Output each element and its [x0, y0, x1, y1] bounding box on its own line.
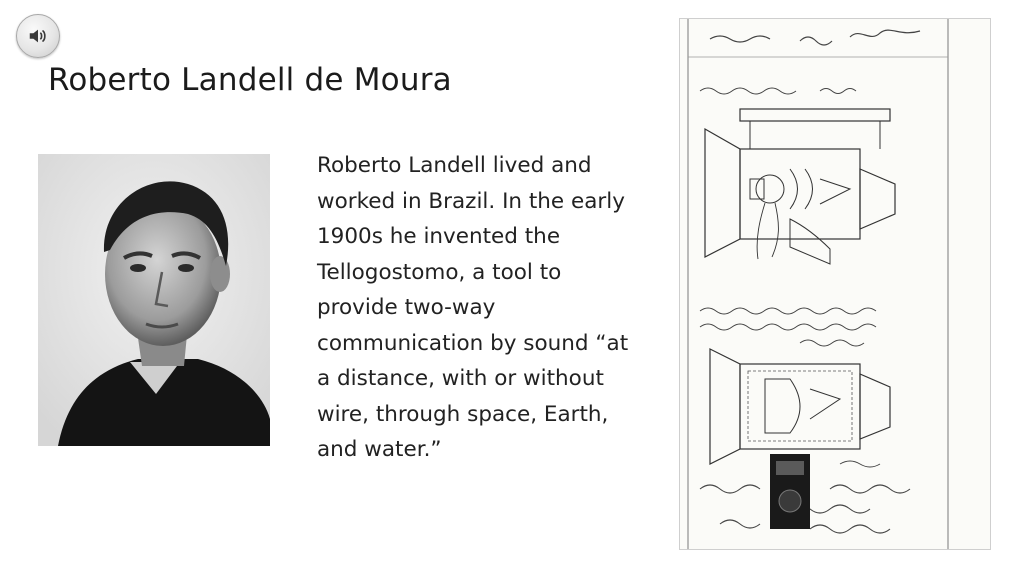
- slide-title: Roberto Landell de Moura: [48, 62, 452, 98]
- patent-drawing: [679, 18, 991, 550]
- portrait-photo: [38, 154, 270, 446]
- audio-play-button[interactable]: [16, 14, 60, 58]
- speaker-icon: [27, 25, 49, 47]
- body-text: Roberto Landell lived and worked in Brazil. In the early 1900s he invented the Tellogostomo, a tool to provide two-way communication by sound “at a distance, with or without wire, through space, Earth, and water.”: [317, 153, 629, 462]
